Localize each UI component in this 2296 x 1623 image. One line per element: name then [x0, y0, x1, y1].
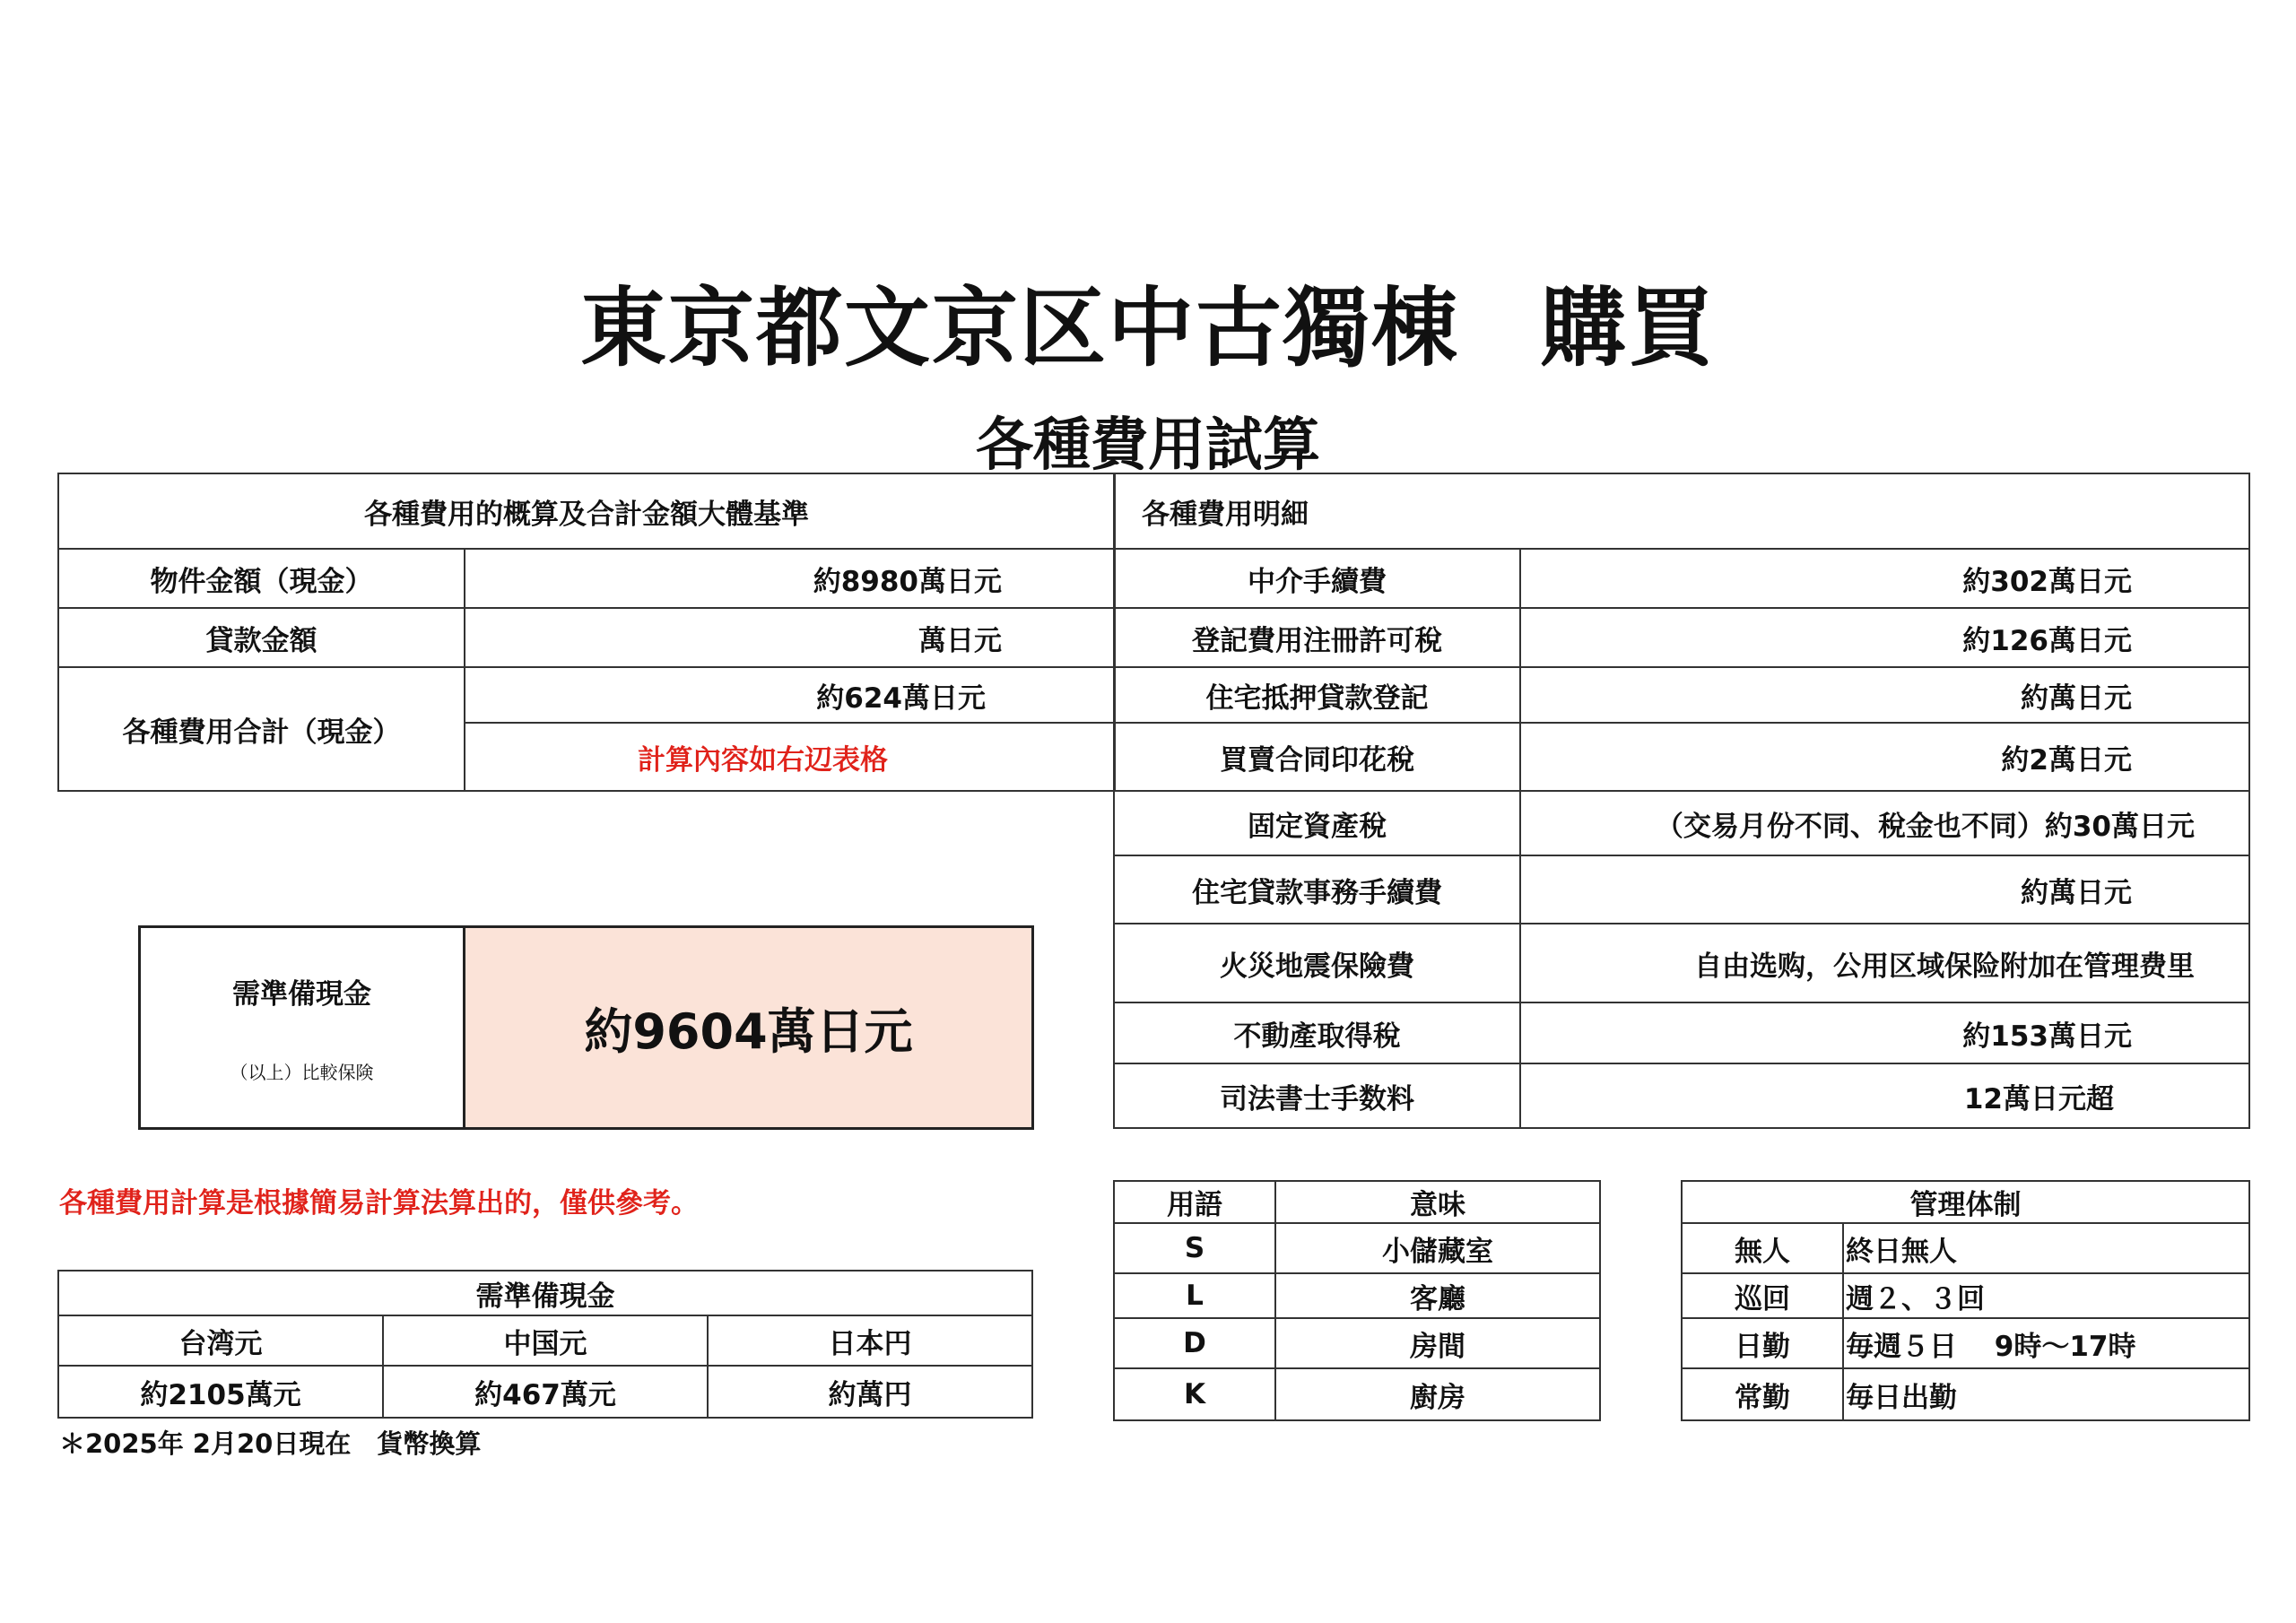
glossary-term: L	[1114, 1273, 1275, 1318]
detail-label: 不動產取得稅	[1114, 1002, 1520, 1063]
title-main: 東京都文京区中古獨棟	[580, 278, 1459, 378]
currency-footnote: ＊2025年 2月20日現在 貨幣換算	[59, 1428, 482, 1459]
currency-table	[57, 1270, 1033, 1419]
management-type: 常勤	[1682, 1368, 1843, 1420]
summary-label-fees: 各種費用合計（現金）	[58, 667, 465, 791]
glossary-header-term: 用語	[1114, 1181, 1275, 1223]
currency-value-cny: 約467萬元	[383, 1366, 708, 1418]
cash-label: 需準備現金	[232, 978, 371, 1011]
glossary-meaning: 小儲藏室	[1275, 1223, 1600, 1273]
glossary-meaning: 房間	[1275, 1318, 1600, 1368]
currency-col-jpy: 日本円	[708, 1315, 1032, 1366]
management-desc: 毎日出勤	[1843, 1368, 2249, 1420]
currency-col-cny: 中国元	[383, 1315, 708, 1366]
glossary-header-meaning: 意味	[1275, 1181, 1600, 1223]
glossary-term: D	[1114, 1318, 1275, 1368]
detail-label: 中介手續費	[1114, 549, 1520, 608]
management-desc: 終日無人	[1843, 1223, 2249, 1273]
detail-value: 約153萬日元	[1520, 1002, 2249, 1063]
management-type: 巡回	[1682, 1273, 1843, 1318]
detail-label: 火災地震保險費	[1114, 924, 1520, 1002]
detail-value: 約302萬日元	[1520, 549, 2249, 608]
currency-col-twd: 台湾元	[58, 1315, 383, 1366]
title-suffix: 購買	[1540, 278, 1716, 378]
cash-amount: 約9604萬日元	[465, 927, 1033, 1129]
summary-value-loan: 萬日元	[465, 608, 1115, 667]
management-table	[1681, 1180, 2250, 1421]
detail-label: 司法書士手数料	[1114, 1063, 1520, 1128]
detail-value: 12萬日元超	[1520, 1063, 2249, 1128]
currency-value-twd: 約2105萬元	[58, 1366, 383, 1418]
detail-label: 固定資產稅	[1114, 791, 1520, 855]
summary-header: 各種費用的概算及合計金額大體基準	[58, 473, 1115, 549]
fee-detail-table	[1113, 473, 2250, 1129]
page-title	[0, 260, 2296, 383]
currency-value-jpy: 約萬円	[708, 1366, 1032, 1418]
detail-value: （交易月份不同、稅金也不同）約30萬日元	[1520, 791, 2249, 855]
detail-value: 約萬日元	[1520, 855, 2249, 924]
glossary-meaning: 廚房	[1275, 1368, 1600, 1420]
detail-value: 約2萬日元	[1520, 723, 2249, 791]
summary-fees-note: 計算內容如右辺表格	[465, 723, 1115, 791]
management-header: 管理体制	[1682, 1181, 2249, 1223]
summary-value-fees: 約624萬日元	[465, 667, 1115, 723]
glossary-term: K	[1114, 1368, 1275, 1420]
summary-label-loan: 貸款金額	[58, 608, 465, 667]
currency-header: 需準備現金	[58, 1271, 1032, 1315]
detail-value: 自由选购，公用区域保险附加在管理费里	[1520, 924, 2249, 1002]
management-type: 無人	[1682, 1223, 1843, 1273]
detail-label: 登記費用注冊許可稅	[1114, 608, 1520, 667]
glossary-term: S	[1114, 1223, 1275, 1273]
detail-value: 約萬日元	[1520, 667, 2249, 723]
glossary-table	[1113, 1180, 1601, 1421]
detail-header: 各種費用明細	[1114, 473, 2249, 549]
summary-value-property: 約8980萬日元	[465, 549, 1115, 608]
disclaimer: 各種費用計算是根據簡易計算法算出的，僅供參考。	[59, 1187, 699, 1219]
management-type: 日勤	[1682, 1318, 1843, 1368]
detail-value: 約126萬日元	[1520, 608, 2249, 667]
detail-label: 住宅抵押貸款登記	[1114, 667, 1520, 723]
summary-label-property: 物件金額（現金）	[58, 549, 465, 608]
management-desc: 毎週５日 9時～17時	[1843, 1318, 2249, 1368]
cash-label-cell	[140, 927, 465, 1129]
management-desc: 週２、３回	[1843, 1273, 2249, 1318]
cash-sublabel: （以上）比較保険	[230, 1062, 374, 1083]
detail-label: 買賣合同印花稅	[1114, 723, 1520, 791]
detail-label: 住宅貸款事務手續費	[1114, 855, 1520, 924]
page-subtitle: 各種費用試算	[976, 412, 1320, 479]
cash-box	[138, 925, 1034, 1130]
glossary-meaning: 客廳	[1275, 1273, 1600, 1318]
summary-table	[57, 473, 1116, 792]
